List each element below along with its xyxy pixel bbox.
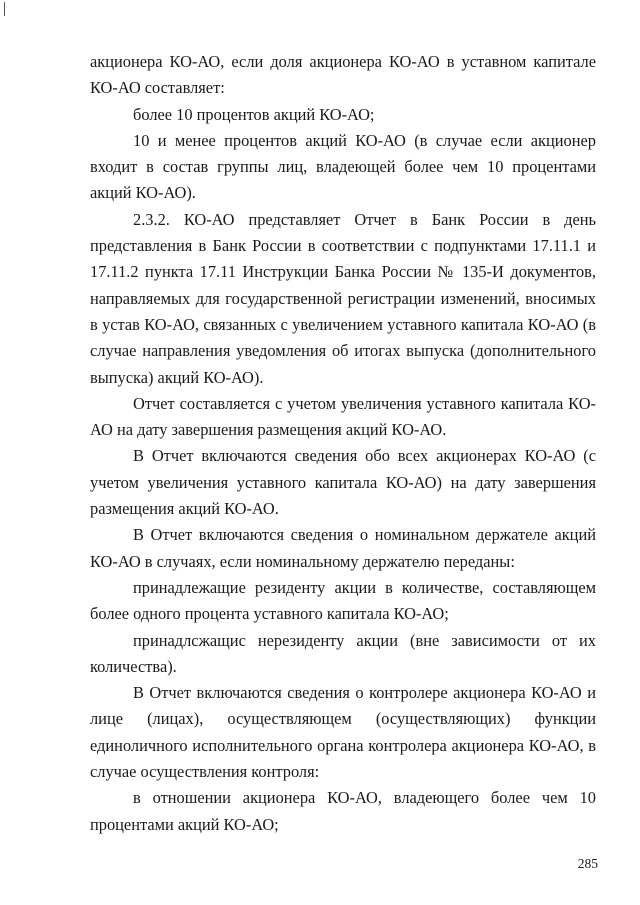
paragraph-nominee-holder: В Отчет включаются сведения о номинальном держателе акций КО-АО в случаях, если номинальному держателю переданы: [90,525,596,571]
page-number: 285 [577,856,598,871]
paragraph-shareholder-share: акционера КО-АО, если доля акционера КО-АО в уставном капитале КО-АО составляет: [90,52,596,98]
paragraph-more-than-10: более 10 процентов акций КО-АО; [133,104,375,124]
paragraph-report-compiled: Отчет составляется с учетом увеличения уставного капитала КО-АО на дату завершения размещения акций КО-АО. [90,393,596,440]
paragraph-10-or-less: 10 и менее процентов акций КО-АО (в случае если акционер входит в состав группы лиц, владеющей более чем 10 процентами акций КО-АО). [90,130,596,203]
scan-margin-mark [4,2,5,16]
paragraph-all-shareholders: В Отчет включаются сведения обо всех акционерах КО-АО (с учетом увеличения уставного капитала КО-АО) на дату завершения размещения акций КО-АО. [90,446,596,519]
paragraph-controller-info: В Отчет включаются сведения о контролере акционера КО-АО и лице (лицах), осуществляющем (осуществляющих) функции единоличного исполнительного органа контролера акционера КО-АО, в случае осуществления контроля: [90,683,596,782]
document-body [90,49,596,838]
paragraph-2-3-2: 2.3.2. КО-АО представляет Отчет в Банк России в день представления в Банк России в соответствии с подпунктами 17.11.1 и 17.11.2 пункта 17.11 Инструкции Банка России № 135-И документов, направляемых для государственной регистрации изменений, вносимых в устав КО-АО, связанных с увеличением уставного капитала КО-АО (в случае направления уведомления об итогах выпуска (дополнительного выпуска) акций КО-АО). [90,209,596,387]
paragraph-resident-shares: принадлежащие резиденту акции в количестве, составляющем более одного процента уставного капитала КО-АО; [90,577,596,624]
paragraph-over-10-percent: в отношении акционера КО-АО, владеющего более чем 10 процентами акций КО-АО; [90,788,596,834]
paragraph-nonresident-shares: принадлсжащис нерезиденту акции (вне зависимости от их количества). [90,630,596,676]
